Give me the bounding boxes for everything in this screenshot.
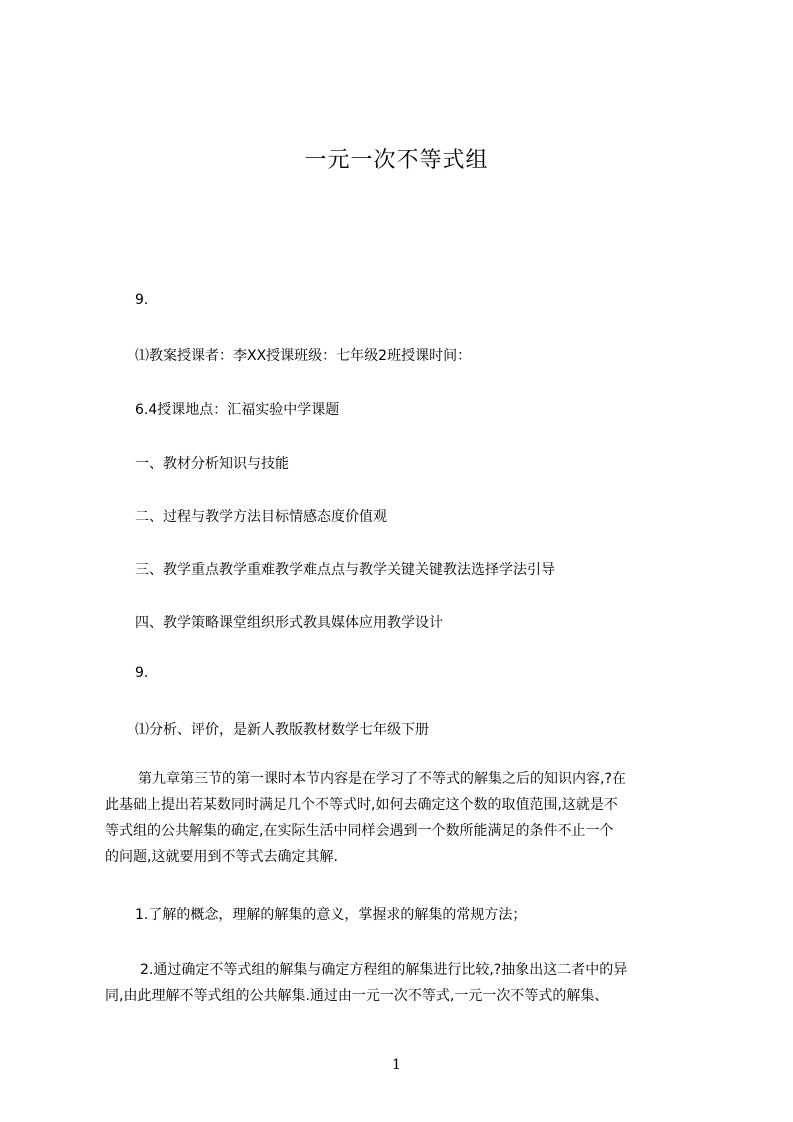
text-line: 四、教学策略课堂组织形式教具媒体应用教学设计 <box>135 615 443 631</box>
list-item: 1.了解的概念，理解的解集的意义，掌握求的解集的常规方法； <box>135 907 527 923</box>
text-line: 一、教材分析知识与技能 <box>135 456 289 472</box>
paragraph <box>105 766 705 870</box>
paragraph-line: 同,由此理解不等式组的公共解集.通过由一元一次不等式,一元一次不等式的解集、 <box>105 988 609 1004</box>
text-line: ⑴分析、评价，是新人教版教材数学七年级下册 <box>135 722 429 738</box>
text-line: 三、教学重点教学重难教学难点点与教学关键关键教法选择学法引导 <box>135 562 555 578</box>
paragraph-line: 第九章第三节的第一课时本节内容是在学习了不等式的解集之后的知识内容,?在 <box>138 771 626 787</box>
paragraph-line: 2.通过确定不等式组的解集与确定方程组的解集进行比较,?抽象出这二者中的异 <box>140 962 628 978</box>
paragraph <box>105 957 705 1009</box>
page-number: 1 <box>392 1057 401 1073</box>
paragraph-line: 等式组的公共解集的确定,在实际生活中同样会遇到一个数所能满足的条件不止一个 <box>105 823 614 839</box>
text-line: 6.4授课地点：汇福实验中学课题 <box>135 402 340 418</box>
paragraph-line: 的问题,这就要用到不等式去确定其解. <box>105 849 338 865</box>
paragraph-line: 此基础上提出若某数同时满足几个不等式时,如何去确定这个数的取值范围,这就是不 <box>105 797 618 813</box>
text-line: 9. <box>135 665 149 681</box>
text-line: 二、过程与教学方法目标情感态度价值观 <box>135 509 387 525</box>
document-title: 一元一次不等式组 <box>304 148 489 173</box>
text-line: 9. <box>135 292 149 308</box>
text-line: ⑴教案授课者：李XX授课班级：七年级2班授课时间： <box>135 348 472 364</box>
